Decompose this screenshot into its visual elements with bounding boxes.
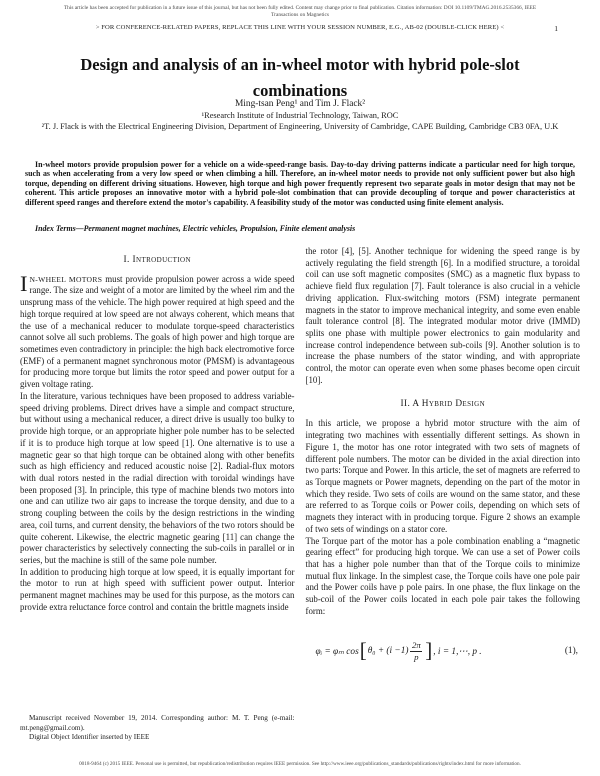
dropcap-letter: I <box>20 270 28 296</box>
two-column-body <box>20 246 580 742</box>
running-head-row <box>30 24 570 34</box>
section-heading-introduction: I. Introduction <box>123 255 191 265</box>
equation-left-bracket: [ <box>359 637 367 662</box>
affiliation-2: ²T. J. Flack is with the Electrical Engineering Division, Department of Engineering, University of Cambridge, CAPE Building, Cambridge CB3 0FA, U.K <box>41 121 559 131</box>
intro-paragraph-1-text: must provide propulsion power across a wide speed range. The size and weight of a motor are limited by the wheel rim and the unsprung mass of the vehicle. The high power required at high speed and the high torque required at low speed are not always coherent, which means that the use of a mechanical reducer to modulate torque-speed characteristics cannot solve all such problems. The goals of high power and high torque are sometimes even contradictory in principle: the high back electromotive force (EMF) of a permanent magnet synchronous motor (PMSM) is advantageous for producing more torque but limits the rotor speed and power output for a given voltage rating. <box>20 273 295 390</box>
acceptance-notice <box>28 5 572 20</box>
equation-lhs: φᵢ = φₘ cos <box>315 646 359 657</box>
column-right <box>306 246 581 742</box>
paper-title: Design and analysis of an in-wheel motor with hybrid pole-slot combinations <box>80 55 520 100</box>
intro-paragraph-3: In addition to producing high torque at low speed, it is equally important for the motor to run at high speed with sufficient power output. Interior permanent magnet machines may be used for this purpose, as the motors can provide extra reluctance force control and contain the brittle magnets inside <box>20 566 295 612</box>
intro-paragraph-2: In the literature, various techniques have been proposed to address variable-speed driving problems. Direct drives have a simple and compact structure, but without using a mechanical reducer, a direct drive is usually too bulky to provide high torque, or an appropriate higher pole number has to be selected if it is to produce high torque at low speed [1]. One alternative is to use a magnetic gear so that high torque can be obtained along with other benefits such as high efficiency and reduced acoustic noise [2]. Radial-flux motors with dual rotors nested in the radial direction with toroidal windings have been proposed [3]. In principle, this type of machine blends two motors into one and can utilize two air gaps to increase the torque density, and due to a strong coupling between the coils by the design restrictions in the winding area, coil turns, and current density, the behaviors of the two rotors should be quite coherent. Likewise, the electric magnetic gearing [11] can change the power characteristics by selectively connecting the sub-coils in parallel or in series, but the machine is still of the same pole number. <box>20 390 295 565</box>
smallcaps-lead: N-WHEEL MOTORS <box>29 274 103 284</box>
authors-line: Ming-tsan Peng¹ and Tim J. Flack² <box>234 99 366 109</box>
copyright-notice: 0018-9464 (c) 2015 IEEE. Personal use is permitted, but republication/redistribution requires IEEE permission. See http://www.ieee.org/publications_standards/publications/rights/index.html for more information. <box>79 761 521 767</box>
affiliations <box>28 111 572 133</box>
footnote-doi-line: Digital Object Identifier inserted by IEEE <box>29 732 150 741</box>
intro-paragraph-1 <box>20 270 295 391</box>
index-terms-text: Permanent magnet machines, Electric vehicles, Propulsion, Finite element analysis <box>83 224 356 233</box>
column-left <box>20 246 295 742</box>
affiliation-1: ¹Research Institute of Industrial Technology, Taiwan, ROC <box>201 111 399 120</box>
section-heading-hybrid-design: II. A Hybrid Design <box>400 398 486 409</box>
equation-inner: θ₀ + (i −1) <box>367 646 409 657</box>
hybrid-paragraph-1: In this article, we propose a hybrid motor structure with the aim of integrating two machines with essentially different settings. As shown in Figure 1, the motor has one rotor integrated with two sets of magnets of different pole numbers. The motor can be divided in the axial direction into two parts: Torque and Power. In this article, the set of magnets are referred to as Torque magnets or Power magnets, depending on the part of the motor in which they reside. Two sets of coils are wound on the same stator, and these are referred to as Torque coils or Power coils, depending on which sets of magnets they interact with in producing torque. Figure 2 shows an example of two sets of windings on a stator core. <box>305 418 580 534</box>
acceptance-notice-line2: Transactions on Magnetics <box>271 12 329 19</box>
equation-right-bracket: ] <box>425 637 433 662</box>
fraction-numerator: 2π <box>411 640 421 651</box>
footnote-received-line: Manuscript received November 19, 2014. Corresponding author: M. T. Peng (e-mail: mt.peng@gmail.com). <box>20 714 295 732</box>
page-number: 1 <box>554 24 558 33</box>
equation-tail: , i = 1,⋯, p . <box>433 646 482 657</box>
running-head: > FOR CONFERENCE-RELATED PAPERS, REPLACE THIS LINE WITH YOUR SESSION NUMBER, E.G., AB-02 (DOUBLE-CLICK HERE) < <box>95 24 505 31</box>
equation-fraction <box>410 640 422 661</box>
intro-paragraph-4: the rotor [4], [5]. Another technique for widening the speed range is by actively regulating the field strength [6]. In a modified structure, a toroidal coil can use soft magnetic composites (SMC) as a magnetic flux bypass to achieve field flux regulation [7]. Fault tolerance is also crucial in a vehicle driving application. Flux-switching motors (FSM) integrate permanent magnets in the stator to improve mechanical integrity, and some even enable fault tolerance control [8]. The integrated modular motor drive (IMMD) splits one phase with multiple power electronics to gain modularity and increase control independence between sub-coils [9]. Another solution is to increase the phase numbers of the stator winding, and with appropriate control, the motor can operate even when some phases become open circuit [10]. <box>305 246 580 385</box>
index-terms-label: Index Terms— <box>35 224 84 233</box>
manuscript-footnote <box>20 714 295 742</box>
fraction-denominator: p <box>414 651 419 662</box>
acceptance-notice-line1: This article has been accepted for publication in a future issue of this journal, but has not been fully edited. Content may change prior to final publication. Citation information: DOI 10.1109/TMAG.2016.2535366, IEEE <box>63 5 537 11</box>
equation-1 <box>306 637 581 663</box>
equation-expression <box>315 637 482 663</box>
abstract-paragraph: In-wheel motors provide propulsion power for a vehicle on a wide-speed-range basis. Day-to-day driving patterns indicate a particular need for high torque, such as when accelerating from a very low speed or when climbing a hill. Therefore, an in-wheel motor needs to provide not only sufficient power but also high torque, depending on different driving situations. However, high torque and high power frequently represent two separate goals in motor design that may not be coherent. This article proposes an innovative motor with a hybrid pole-slot combination that can provide decoupling of torque and power characteristics at different speed ranges and therefore extend the motor's capability. A feasibility study of the motor was conducted using finite element analysis. <box>25 160 575 207</box>
equation-number: (1), <box>564 646 578 657</box>
hybrid-paragraph-2: The Torque part of the motor has a pole combination enabling a “magnetic gearing effect” for producing high torque. We can use a set of Power coils that has a higher pole number than that of the Torque coils to minimize mutual flux linkage. In the simplest case, the Torque coils have one pole pair and the Power coils have p pole pairs. In one phase, the flux linkage on the sub-coil of the Power coils located in each pole pair takes the following form: <box>305 535 580 616</box>
index-terms <box>25 224 575 233</box>
